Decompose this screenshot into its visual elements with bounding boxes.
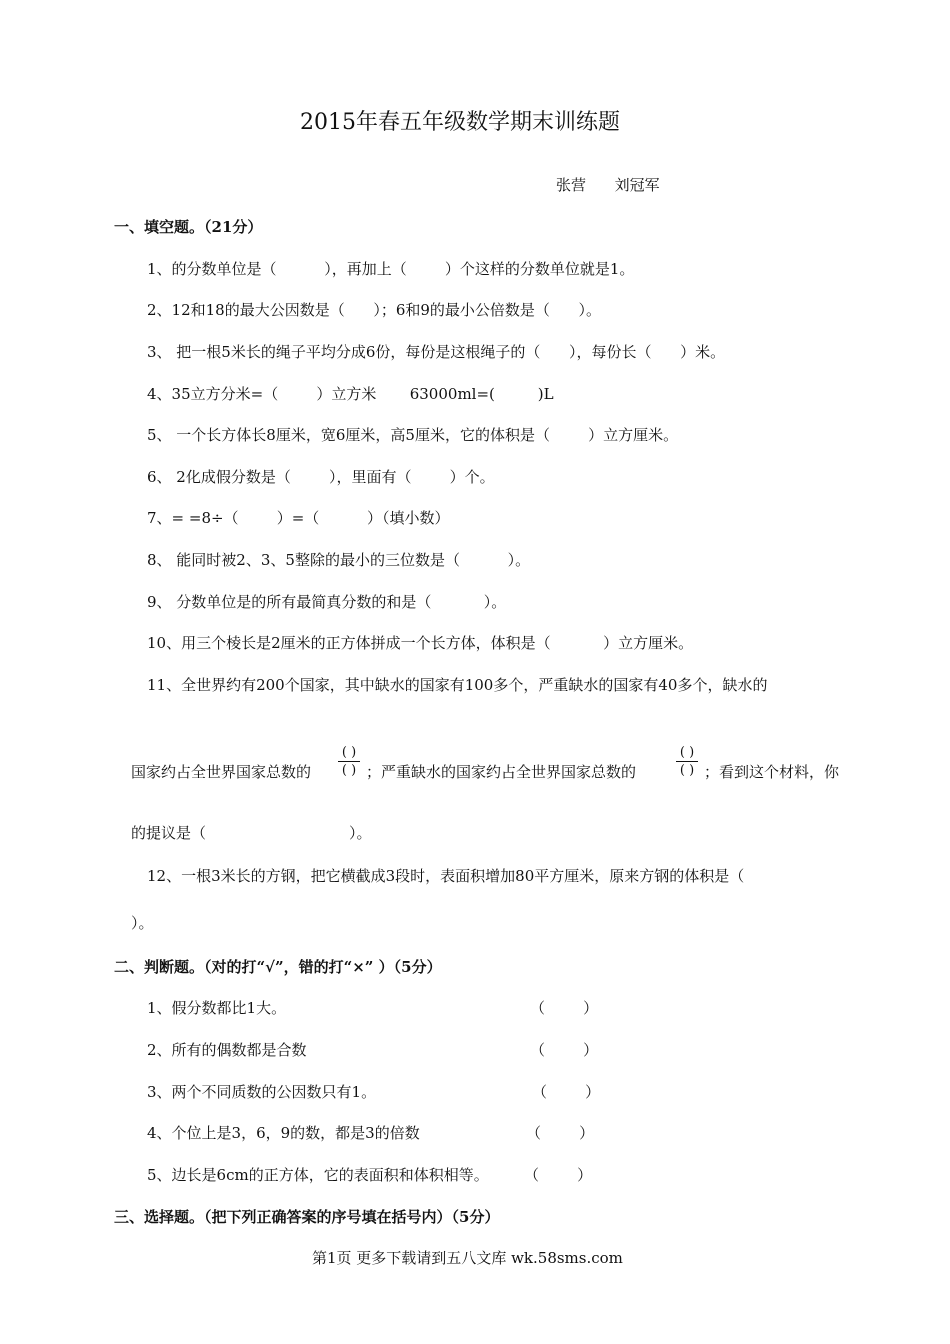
- question-8: 8、 能同时被2、3、5整除的最小的三位数是（ ）。: [147, 551, 531, 569]
- question-4: 4、35立方分米=（ ）立方米 63000ml=( )L: [147, 385, 554, 403]
- judge-item-4: 4、个位上是3，6，9的数，都是3的倍数: [147, 1124, 420, 1142]
- question-11-line3: 的提议是（ ）。: [131, 824, 372, 842]
- question-5: 5、 一个长方体长8厘米，宽6厘米，高5厘米，它的体积是（ ）立方厘米。: [147, 426, 679, 444]
- judge-paren-5: （ ）: [524, 1166, 593, 1184]
- authors: 张营 刘冠军: [556, 176, 660, 194]
- judge-item-5: 5、边长是6cm的正方体，它的表面积和体积相等。: [147, 1166, 489, 1184]
- question-3: 3、 把一根5米长的绳子平均分成6份，每份是这根绳子的（ ），每份长（ ）米。: [147, 343, 726, 361]
- question-6: 6、 2化成假分数是（ ），里面有（ ）个。: [147, 468, 495, 486]
- question-11-line2a: 国家约占全世界国家总数的: [131, 763, 312, 781]
- judge-paren-4: （ ）: [526, 1124, 595, 1142]
- judge-paren-3: （ ）: [532, 1083, 601, 1101]
- judge-item-1: 1、假分数都比1大。: [147, 999, 287, 1017]
- fraction-bar: [338, 761, 360, 762]
- fraction-blank-1: [338, 745, 360, 778]
- question-9: 9、 分数单位是的所有最简真分数的和是（ ）。: [147, 593, 507, 611]
- question-11-line1: 11、全世界约有200个国家，其中缺水的国家有100多个，严重缺水的国家有40多个，缺水的: [147, 676, 768, 694]
- question-12-line2: ）。: [131, 914, 154, 932]
- question-12-line1: 12、一根3米长的方钢，把它横截成3段时，表面积增加80平方厘米，原来方钢的体积是（: [147, 867, 745, 885]
- question-11-line2b: ；严重缺水的国家约占全世界国家总数的: [366, 763, 637, 781]
- fraction-denominator: ( ): [679, 763, 695, 778]
- page-footer: 第1页 更多下载请到五八文库 wk.58sms.com: [312, 1249, 623, 1267]
- section2-heading: 二、判断题。（对的打“√”，错的打“×” ）（5分）: [114, 958, 442, 976]
- page-title: 2015年春五年级数学期末训练题: [300, 110, 620, 135]
- question-2: 2、12和18的最大公因数是（ ）；6和9的最小公倍数是（ ）。: [147, 301, 602, 319]
- judge-paren-2: （ ）: [530, 1041, 599, 1059]
- question-7: 7、= =8÷（ ）=（ ）（填小数）: [147, 509, 450, 527]
- fraction-numerator: ( ): [679, 745, 695, 760]
- question-11-line2c: ；看到这个材料，你: [704, 763, 840, 781]
- question-10: 10、用三个棱长是2厘米的正方体拼成一个长方体，体积是（ ）立方厘米。: [147, 634, 694, 652]
- section1-heading: 一、填空题。（21分）: [114, 218, 263, 236]
- judge-item-2: 2、所有的偶数都是合数: [147, 1041, 307, 1059]
- fraction-numerator: ( ): [341, 745, 357, 760]
- fraction-blank-2: [676, 745, 698, 778]
- question-1: 1、的分数单位是（ ），再加上（ ）个这样的分数单位就是1。: [147, 260, 635, 278]
- fraction-denominator: ( ): [341, 763, 357, 778]
- judge-paren-1: （ ）: [530, 999, 599, 1017]
- fraction-bar: [676, 761, 698, 762]
- judge-item-3: 3、两个不同质数的公因数只有1。: [147, 1083, 377, 1101]
- section3-heading: 三、选择题。（把下列正确答案的序号填在括号内）（5分）: [114, 1208, 500, 1226]
